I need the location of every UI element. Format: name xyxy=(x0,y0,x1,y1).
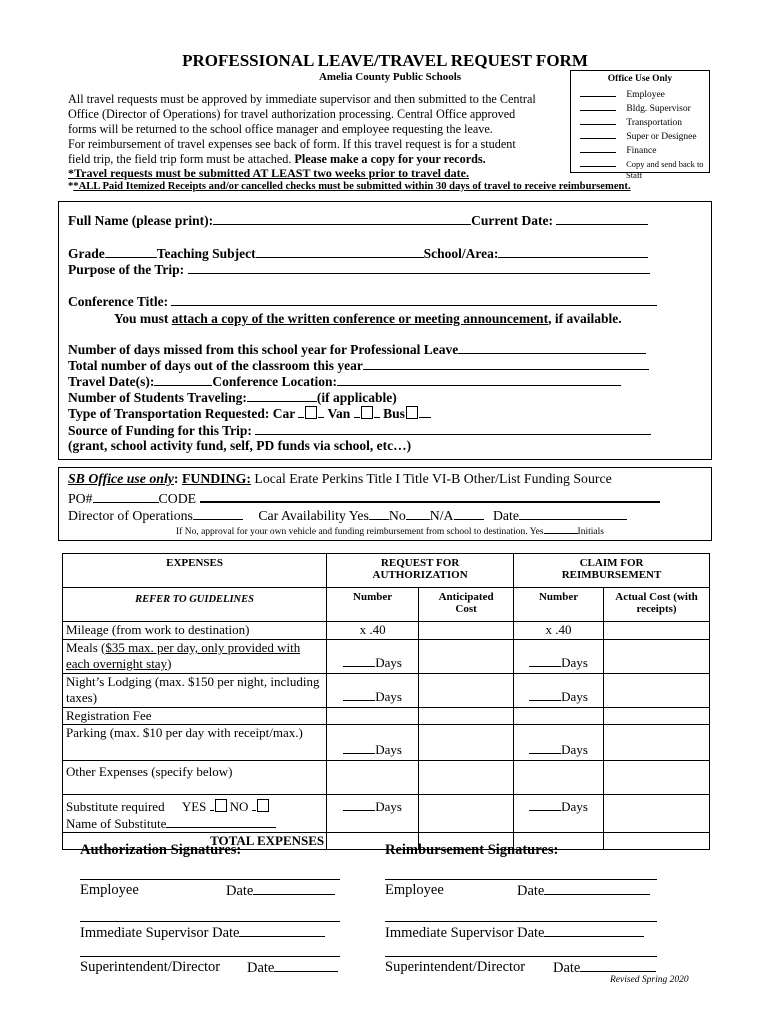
expenses-header: EXPENSES xyxy=(63,554,327,588)
table-row xyxy=(63,622,710,640)
mileage-claim-rate[interactable]: x .40 xyxy=(514,622,604,640)
table-row xyxy=(63,761,710,795)
funding-examples: (grant, school activity fund, self, PD funds via school, etc…) xyxy=(68,438,412,453)
lodging-claim-days[interactable]: Days xyxy=(514,674,604,708)
car-checkbox[interactable] xyxy=(305,406,317,419)
parking-anticipated[interactable] xyxy=(419,725,514,761)
other-actual[interactable] xyxy=(604,761,710,795)
parking-label: Parking (max. $10 per day with receipt/max.) xyxy=(63,725,327,761)
table-row xyxy=(63,708,710,725)
days-missed-row: Number of days missed from this school year for Professional Leave xyxy=(68,341,658,357)
reimb-employee-signature-line[interactable] xyxy=(385,879,657,880)
auth-employee-signature-line[interactable] xyxy=(80,879,340,880)
po-line: PO# CODE xyxy=(68,489,708,507)
org-name: Amelia County Public Schools xyxy=(318,71,462,83)
expenses-table xyxy=(62,553,710,850)
reimb-superintendent-signature-line[interactable] xyxy=(385,956,657,957)
actual-cost-header: Actual Cost (with receipts) xyxy=(604,588,710,622)
students-field[interactable] xyxy=(247,389,317,402)
grade-row: Grade Teaching Subject School/Area: xyxy=(68,245,658,261)
parking-actual[interactable] xyxy=(604,725,710,761)
director-field[interactable] xyxy=(193,507,243,520)
initials-field[interactable] xyxy=(544,524,578,534)
table-row xyxy=(63,640,710,674)
car-na-field[interactable] xyxy=(454,507,484,520)
transport-row: Type of Transportation Requested: Car Van Bus xyxy=(68,405,658,422)
intro-text: All travel requests must be approved by immediate supervisor and then submitted to the Central Office (Director of Operations) for travel authorization processing. Central Office approved forms will be returned to the school office manager and employee requesting the leave. For reimbursement of travel expenses see back of form. If this travel request is for a student field trip, the field trip form must be attached. Please make a copy for your records. xyxy=(68,92,536,166)
reimbursement-signatures-title: Reimbursement Signatures: xyxy=(385,842,559,858)
registration-actual[interactable] xyxy=(604,708,710,725)
full-name-field[interactable] xyxy=(213,212,471,225)
claim-number-header: Number xyxy=(514,588,604,622)
meals-days[interactable]: Days xyxy=(327,640,419,674)
mileage-anticipated[interactable] xyxy=(419,622,514,640)
purpose-field[interactable] xyxy=(188,261,650,274)
po-field[interactable] xyxy=(93,490,159,503)
bus-checkbox[interactable] xyxy=(406,406,418,419)
funding-row: Source of Funding for this Trip: xyxy=(68,422,658,438)
full-name-row: Full Name (please print): Current Date: xyxy=(68,212,658,230)
director-date-field[interactable] xyxy=(519,507,627,520)
days-out-row: Total number of days out of the classroom this year xyxy=(68,357,658,373)
request-header: REQUEST FOR AUTHORIZATION xyxy=(327,554,514,588)
substitute-claim-days[interactable]: Days xyxy=(514,795,604,833)
sb-office-section xyxy=(68,471,708,537)
current-date-field[interactable] xyxy=(556,212,648,225)
meals-actual[interactable] xyxy=(604,640,710,674)
parking-days[interactable]: Days xyxy=(327,725,419,761)
anticipated-cost-header: Anticipated Cost xyxy=(419,588,514,622)
claim-header: CLAIM FOR REIMBURSEMENT xyxy=(514,554,710,588)
substitute-actual[interactable] xyxy=(604,795,710,833)
notice-two-weeks: *Travel requests must be submitted AT LEAST two weeks prior to travel date. xyxy=(68,166,469,180)
days-out-field[interactable] xyxy=(363,357,649,370)
travel-dates-row: Travel Date(s): Conference Location: xyxy=(68,373,658,389)
lodging-actual[interactable] xyxy=(604,674,710,708)
mileage-label: Mileage (from work to destination) xyxy=(63,622,327,640)
page-title: PROFESSIONAL LEAVE/TRAVEL REQUEST FORM xyxy=(182,51,588,70)
director-line: Director of Operations Car Availability Yes No N/A Date xyxy=(68,507,708,524)
car-no-field[interactable] xyxy=(406,507,430,520)
mileage-rate[interactable]: x .40 xyxy=(327,622,419,640)
teaching-subject-field[interactable] xyxy=(256,245,424,258)
auth-supervisor-label: Immediate Supervisor Date xyxy=(80,924,340,942)
reimb-supervisor-label: Immediate Supervisor Date xyxy=(385,924,657,942)
substitute-anticipated[interactable] xyxy=(419,795,514,833)
days-missed-field[interactable] xyxy=(458,341,646,354)
purpose-row: Purpose of the Trip: xyxy=(68,261,658,277)
approval-note: If No, approval for your own vehicle and funding reimbursement from school to destination. Yes Initials xyxy=(68,524,708,537)
auth-superintendent-signature-line[interactable] xyxy=(80,956,340,957)
request-number-header: Number xyxy=(327,588,419,622)
total-expenses-label: TOTAL EXPENSES xyxy=(63,833,327,850)
registration-anticipated[interactable] xyxy=(419,708,514,725)
funding-source-field[interactable] xyxy=(255,422,651,435)
conference-title-row: Conference Title: xyxy=(68,293,658,311)
auth-employee-label: Employee Date xyxy=(80,882,340,899)
table-row xyxy=(63,725,710,761)
other-claim-number[interactable] xyxy=(514,761,604,795)
notice-receipts: **ALL Paid Itemized Receipts and/or cancelled checks must be submitted within 30 days of travel to receive reimbursement. xyxy=(68,181,631,192)
registration-label: Registration Fee xyxy=(63,708,327,725)
substitute-days[interactable]: Days xyxy=(327,795,419,833)
other-label: Other Expenses (specify below) xyxy=(63,761,327,795)
lodging-days[interactable]: Days xyxy=(327,674,419,708)
van-checkbox[interactable] xyxy=(361,406,373,419)
table-row xyxy=(63,795,710,833)
authorization-signatures-title: Authorization Signatures: xyxy=(80,842,242,858)
auth-supervisor-signature-line[interactable] xyxy=(80,921,340,922)
code-field[interactable] xyxy=(200,489,660,503)
substitute-no-checkbox[interactable] xyxy=(257,799,269,812)
table-row xyxy=(63,674,710,708)
attach-note: You must attach a copy of the written conference or meeting announcement, if available. xyxy=(114,311,622,326)
lodging-label: Night’s Lodging (max. $150 per night, including taxes) xyxy=(63,674,327,708)
revised-date: Revised Spring 2020 xyxy=(610,975,689,985)
table-header-row xyxy=(63,554,710,588)
travel-dates-field[interactable] xyxy=(154,373,212,386)
reimb-superintendent-label: Superintendent/Director Date xyxy=(385,959,657,976)
parking-claim-days[interactable]: Days xyxy=(514,725,604,761)
registration-claim-number[interactable] xyxy=(514,708,604,725)
subheader-row xyxy=(63,588,710,622)
substitute-cell: Substitute required YES NO Name of Substitute xyxy=(63,795,327,833)
conference-title-field[interactable] xyxy=(171,293,657,306)
total-actual[interactable] xyxy=(604,833,710,850)
lodging-anticipated[interactable] xyxy=(419,674,514,708)
meals-claim-days[interactable]: Days xyxy=(514,640,604,674)
funding-line: SB Office use only: FUNDING: Local Erate Perkins Title I Title VI-B Other/List Funding Source xyxy=(68,471,612,486)
school-area-field[interactable] xyxy=(498,245,648,258)
car-yes-field[interactable] xyxy=(369,507,389,520)
other-number[interactable] xyxy=(327,761,419,795)
students-row: Number of Students Traveling: (if applicable) xyxy=(68,390,397,405)
refer-guidelines: REFER TO GUIDELINES xyxy=(63,588,327,622)
grade-field[interactable] xyxy=(105,245,157,258)
auth-superintendent-label: Superintendent/Director Date xyxy=(80,959,340,976)
office-use-list: Employee Bldg. Supervisor Transportation Super or Designee Finance Copy and send back to Staff xyxy=(580,87,704,180)
office-use-title: Office Use Only xyxy=(607,74,673,84)
substitute-name-field[interactable] xyxy=(166,815,276,828)
conference-location-field[interactable] xyxy=(337,373,621,386)
mileage-actual[interactable] xyxy=(604,622,710,640)
meals-anticipated[interactable] xyxy=(419,640,514,674)
reimb-employee-label: Employee Date xyxy=(385,882,657,899)
registration-number[interactable] xyxy=(327,708,419,725)
meals-label: Meals ($35 max. per day, only provided with each overnight stay) xyxy=(63,640,327,674)
applicant-form xyxy=(68,212,658,454)
other-anticipated[interactable] xyxy=(419,761,514,795)
reimb-supervisor-signature-line[interactable] xyxy=(385,921,657,922)
substitute-yes-checkbox[interactable] xyxy=(215,799,227,812)
